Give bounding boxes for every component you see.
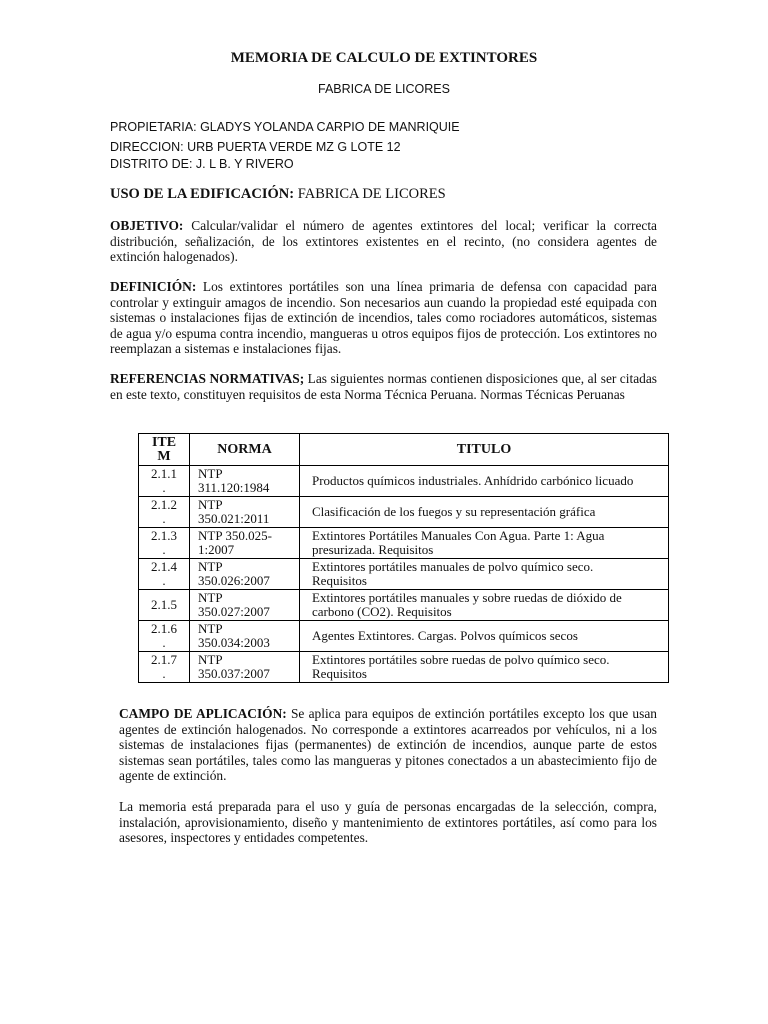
district-line: DISTRITO DE: J. L B. Y RIVERO xyxy=(110,157,294,171)
cell-norma: NTP 350.034:2003 xyxy=(190,621,300,652)
table-row xyxy=(139,652,669,683)
table-row xyxy=(139,590,669,621)
definition-text: Los extintores portátiles son una línea primaria de defensa con capacidad para controlar y extinguir amagos de incendio. Son necesarios aun cuando la propiedad esté equipada con sistemas o instalaciones fijas de extinción de incendios, tales como rociadores automáticos, sistemas de agua y/o espuma contra incendio, mangueras u otros equipos fijos de protección. Los extintores no reemplazan a sistemas e instalaciones fijas. xyxy=(110,279,657,357)
table-row xyxy=(139,559,669,590)
scope-text: Se aplica para equipos de extinción portátiles excepto los que usan agentes de extinción halogenados. No corresponde a extintores acarreados por vehículos, ni a los sistemas de instalaciones fijas (permanentes) de extinción de incendios, aunque parte de estos sistemas sean portátiles, tales como las mangueras y pitones conectados a un abastecimiento fijo de agente de extinción. xyxy=(119,706,657,784)
table-row xyxy=(139,621,669,652)
cell-norma: NTP 350.025- 1:2007 xyxy=(190,528,300,559)
cell-item: 2.1.4 . xyxy=(139,559,190,590)
table-body xyxy=(139,466,669,683)
cell-norma: NTP 350.021:2011 xyxy=(190,497,300,528)
references-label: REFERENCIAS NORMATIVAS; xyxy=(110,371,305,386)
document-subtitle: FABRICA DE LICORES xyxy=(318,82,450,96)
references-text: Las siguientes normas contienen disposiciones que, al ser citadas en este texto, constituyen requisitos de esta Norma Técnica Peruana. Normas Técnicas Peruanas xyxy=(110,371,657,402)
closing-paragraph: La memoria está preparada para el uso y guía de personas encargadas de la selección, compra, instalación, aprovisionamiento, diseño y mantenimiento de extintores portátiles, así como para los asesores, inspectores y entidades competentes. xyxy=(119,799,657,846)
table-row xyxy=(139,528,669,559)
table-row xyxy=(139,497,669,528)
cell-item: 2.1.5 xyxy=(139,590,190,621)
scope-label: CAMPO DE APLICACIÓN: xyxy=(119,706,287,721)
cell-titulo: Clasificación de los fuegos y su representación gráfica xyxy=(300,497,669,528)
building-use-value: FABRICA DE LICORES xyxy=(294,186,446,202)
scope-paragraph xyxy=(119,706,657,784)
cell-item: 2.1.1 . xyxy=(139,466,190,497)
document-title: MEMORIA DE CALCULO DE EXTINTORES xyxy=(230,50,538,66)
cell-titulo: Extintores portátiles manuales y sobre ruedas de dióxido de carbono (CO2). Requisitos xyxy=(300,590,669,621)
cell-norma: NTP 350.026:2007 xyxy=(190,559,300,590)
cell-norma: NTP 350.037:2007 xyxy=(190,652,300,683)
objective-paragraph xyxy=(110,218,657,265)
norms-table xyxy=(138,433,669,683)
cell-titulo: Extintores portátiles sobre ruedas de polvo químico seco. Requisitos xyxy=(300,652,669,683)
definition-label: DEFINICIÓN: xyxy=(110,279,197,294)
header-titulo: TITULO xyxy=(300,434,669,466)
header-norma: NORMA xyxy=(190,434,300,466)
cell-titulo: Extintores portátiles manuales de polvo químico seco. Requisitos xyxy=(300,559,669,590)
cell-norma: NTP 311.120:1984 xyxy=(190,466,300,497)
cell-titulo: Extintores Portátiles Manuales Con Agua. Parte 1: Agua presurizada. Requisitos xyxy=(300,528,669,559)
cell-item: 2.1.6 . xyxy=(139,621,190,652)
table-header-row xyxy=(139,434,669,466)
building-use xyxy=(110,186,446,203)
cell-titulo: Productos químicos industriales. Anhídrido carbónico licuado xyxy=(300,466,669,497)
table-row xyxy=(139,466,669,497)
cell-item: 2.1.2 . xyxy=(139,497,190,528)
definition-paragraph xyxy=(110,279,657,357)
cell-titulo: Agentes Extintores. Cargas. Polvos químicos secos xyxy=(300,621,669,652)
cell-item: 2.1.3 . xyxy=(139,528,190,559)
cell-norma: NTP 350.027:2007 xyxy=(190,590,300,621)
building-use-label: USO DE LA EDIFICACIÓN: xyxy=(110,186,295,202)
header-item: ITE M xyxy=(139,434,190,466)
references-paragraph xyxy=(110,371,657,402)
cell-item: 2.1.7 . xyxy=(139,652,190,683)
objective-label: OBJETIVO: xyxy=(110,218,184,233)
owner-line: PROPIETARIA: GLADYS YOLANDA CARPIO DE MANRIQUIE xyxy=(110,120,460,134)
address-line: DIRECCION: URB PUERTA VERDE MZ G LOTE 12 xyxy=(110,140,401,154)
objective-text: Calcular/validar el número de agentes extintores del local; verificar la correcta distribución, señalización, de los extintores existentes en el recinto, (no considera agentes de extinción halogenados). xyxy=(110,218,657,265)
